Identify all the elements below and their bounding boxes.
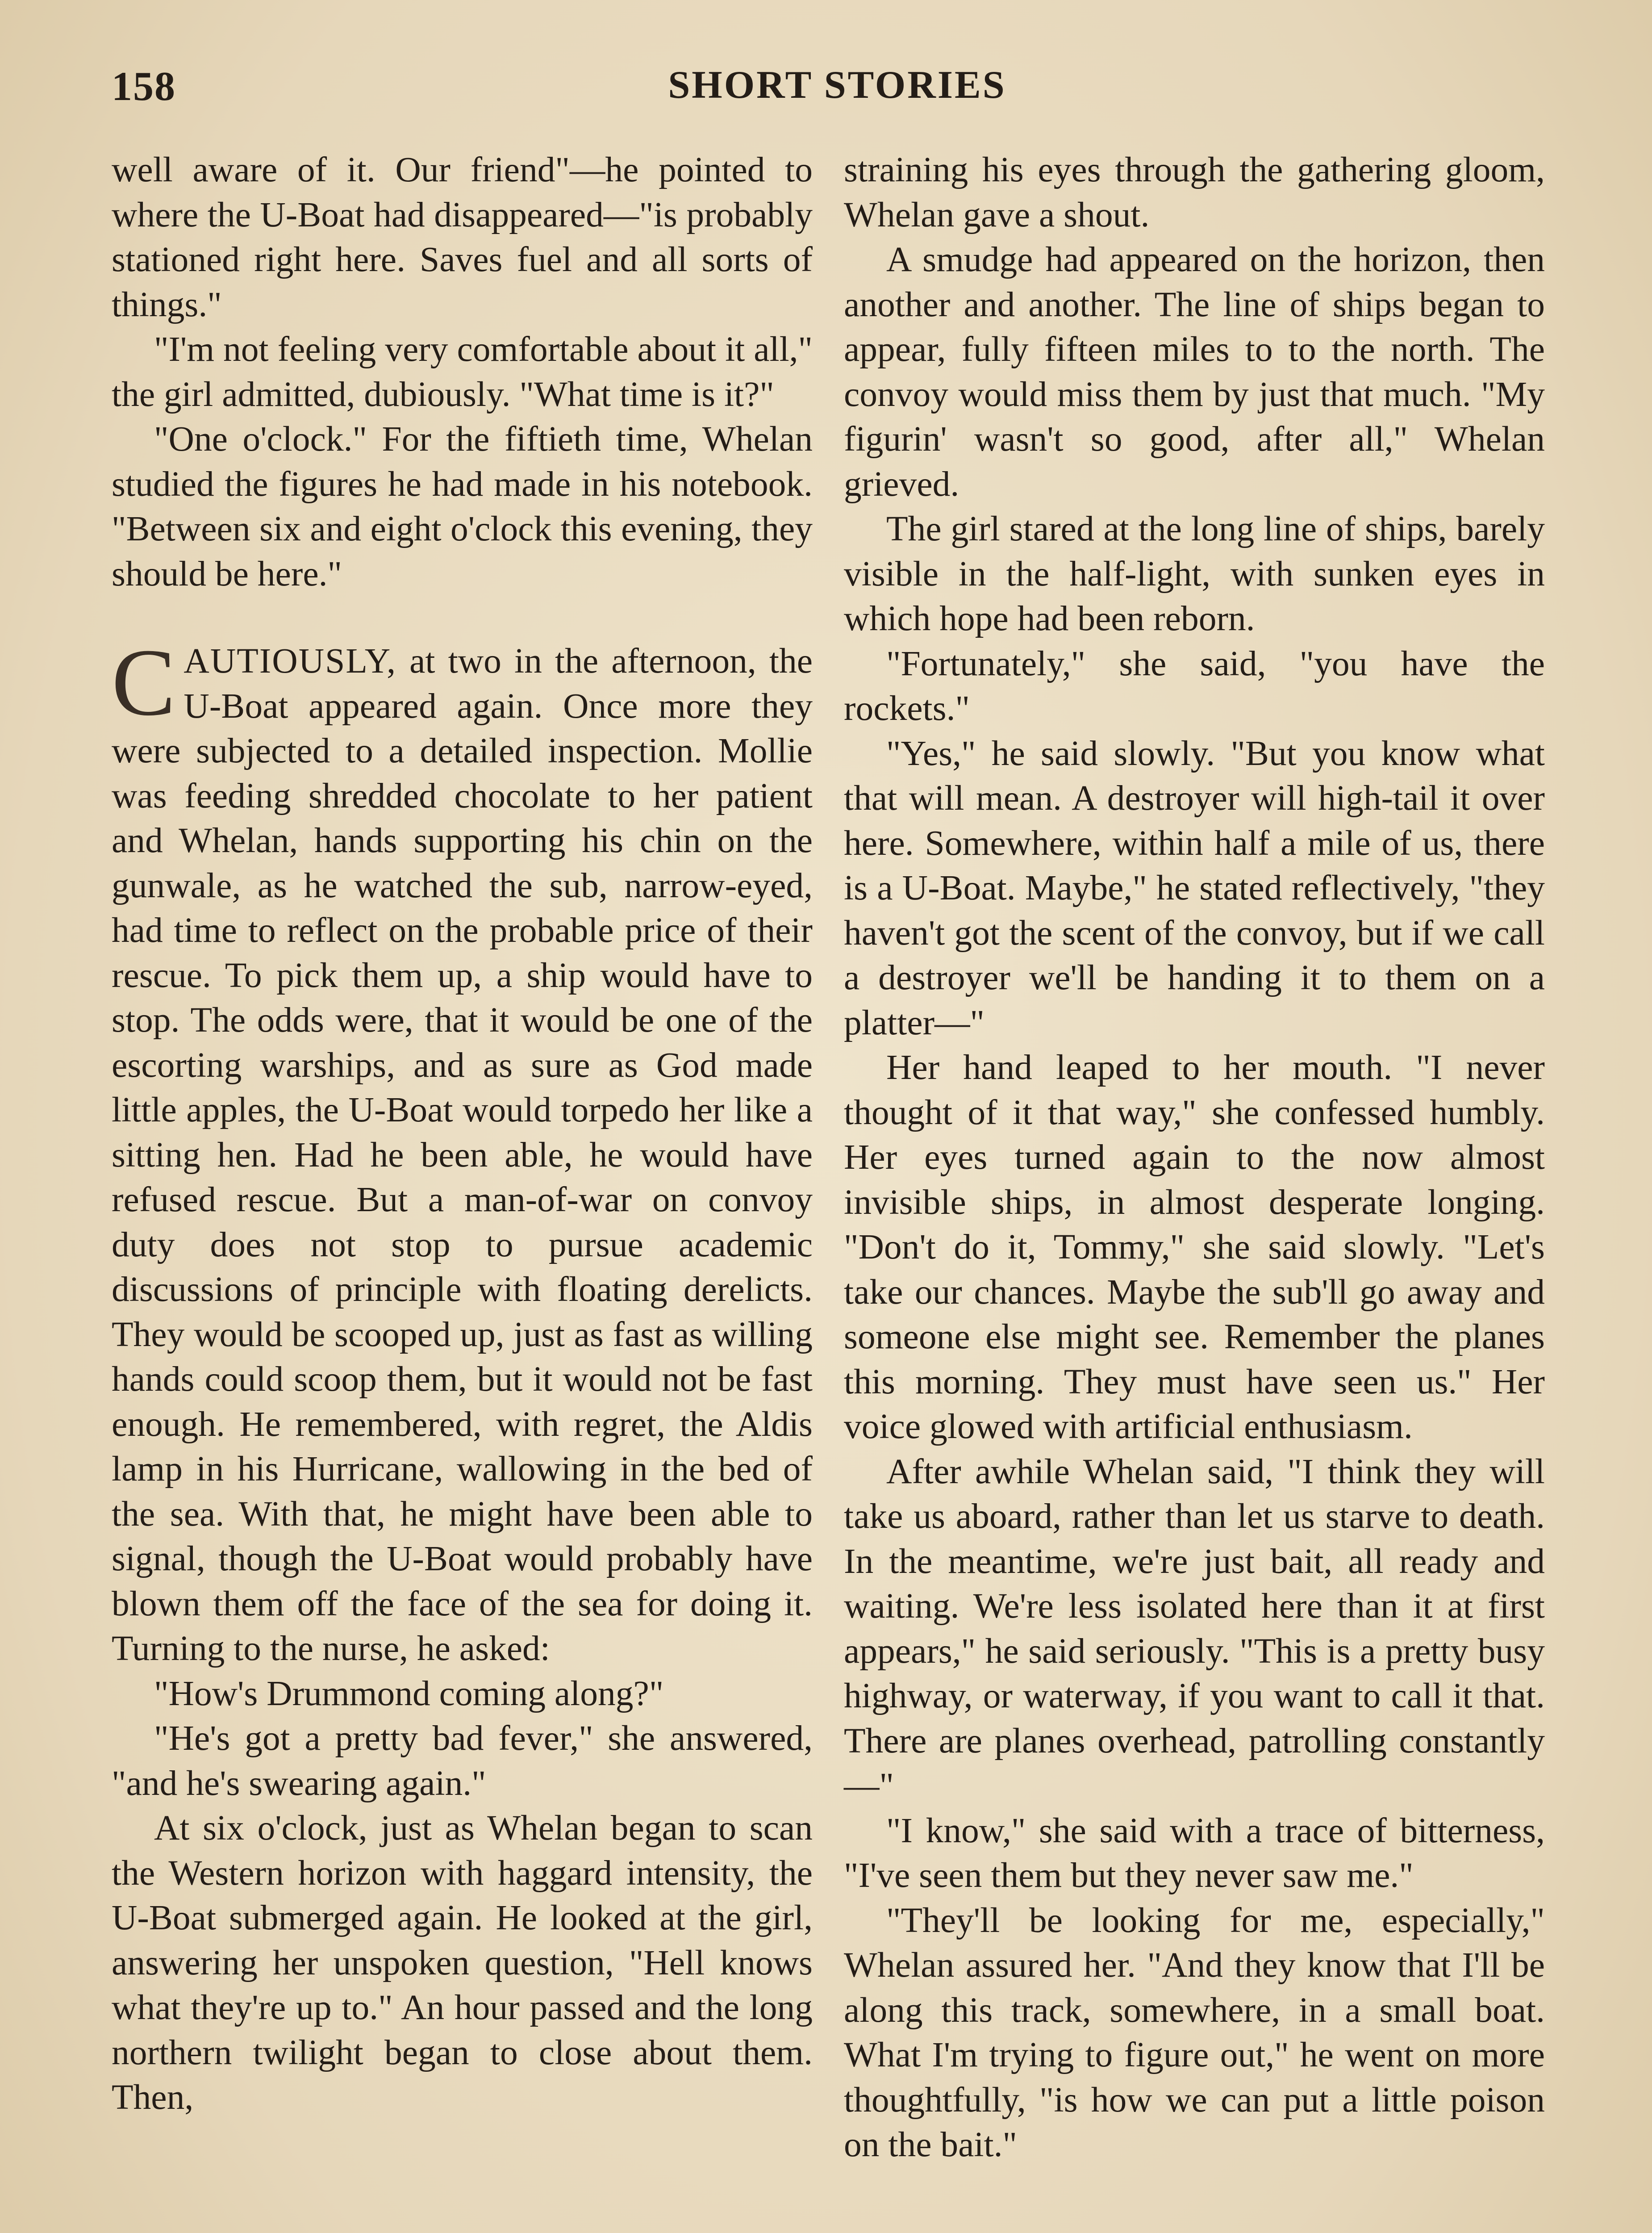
paragraph: A smudge had appeared on the horizon, then another and another. The line of ships began to appear, fully fifteen miles to to the north. The convoy would miss them by just that much. "My figurin' wasn't so good, after all," Whelan grieved. bbox=[844, 240, 1545, 504]
paragraph: well aware of it. Our friend"—he pointed to where the U-Boat had disappeared—"is probably stationed right here. Saves fuel and all sorts of things." bbox=[112, 150, 813, 324]
paragraph: "How's Drummond coming along?" bbox=[154, 1673, 664, 1713]
paragraph-text: at two in the afternoon, the U-Boat appeared again. Once more they were subjected to a detailed inspection. Mollie was feeding shredded chocolate to her patient and Whelan, hands supporting his chin on the gunwale, as he watched the sub, narrow-eyed, had time to reflect on the probable price of their rescue. To pick them up, a ship would have to stop. The odds were, that it would be one of the escorting warships, and as sure as God made little apples, the U-Boat would torpedo her like a sitting hen. Had he been able, he would have refused rescue. But a man-of-war on convoy duty does not stop to pursue academic discussions of principle with floating derelicts. They would be scooped up, just as fast as willing hands could scoop them, but it would not be fast enough. He remembered, with regret, the Aldis lamp in his Hurricane, wallowing in the bed of the sea. With that, he might have been able to signal, though the U-Boat would probably have blown them off the face of the sea for doing it. Turning to the nurse, he asked: bbox=[112, 641, 813, 1668]
running-title: SHORT STORIES bbox=[668, 63, 1006, 107]
paragraph: The girl stared at the long line of ships, barely visible in the half-light, with sunken eyes in which hope had been reborn. bbox=[844, 509, 1545, 638]
paragraph: straining his eyes through the gathering gloom, Whelan gave a shout. bbox=[844, 150, 1545, 234]
paragraph: "I'm not feeling very comfortable about it all," the girl admitted, dubiously. "What time is it?" bbox=[112, 330, 813, 414]
page-header bbox=[112, 63, 1563, 121]
paragraph: "One o'clock." For the fiftieth time, Whelan studied the figures he had made in his notebook. "Between six and eight o'clock this evening, they should be here." bbox=[112, 419, 813, 594]
left-column bbox=[112, 147, 813, 2233]
paragraph: At six o'clock, just as Whelan began to scan the Western horizon with haggard intensity, the U-Boat submerged again. He looked at the girl, answering her unspoken question, "Hell knows what they're up to." An hour passed and the long northern twilight began to close about them. Then, bbox=[112, 1808, 813, 2117]
paragraph: After awhile Whelan said, "I think they will take us aboard, rather than let us starve to death. In the meantime, we're just bait, all ready and waiting. We're less isolated here than it at first appears," he said seriously. "This is a pretty busy highway, or waterway, if you want to call it that. There are planes overhead, patrolling constantly—" bbox=[844, 1451, 1545, 1805]
page-number: 158 bbox=[112, 63, 176, 109]
right-column bbox=[844, 147, 1545, 2233]
section-opening-paragraph bbox=[112, 629, 813, 1671]
paragraph: "He's got a pretty bad fever," she answered, "and he's swearing again." bbox=[112, 1719, 813, 1803]
paragraph: "Yes," he said slowly. "But you know what that will mean. A destroyer will high-tail it over here. Somewhere, within half a mile of us, there is a U-Boat. Maybe," he stated reflectively, "they haven't got the scent of the convoy, but if we call a destroyer we'll be handing it to them on a platter—" bbox=[844, 733, 1545, 1042]
section-lead-word: AUTIOUSLY, bbox=[184, 641, 396, 681]
paragraph: "Fortunately," she said, "you have the rockets." bbox=[844, 644, 1545, 728]
drop-cap: C bbox=[112, 629, 176, 736]
paragraph: Her hand leaped to her mouth. "I never thought of it that way," she confessed humbly. Her eyes turned again to the now almost invisible ships, in almost desperate longing. "Don't do it, Tommy," she said slowly. "Let's take our chances. Maybe the sub'll go away and someone else might see. Remember the planes this morning. They must have seen us." Her voice glowed with artificial enthusiasm. bbox=[844, 1048, 1545, 1446]
paragraph: "I know," she said with a trace of bitterness, "I've seen them but they never saw me." bbox=[844, 1811, 1545, 1895]
paragraph: "They'll be looking for me, especially," Whelan assured her. "And they know that I'll be along this track, somewhere, in a small boat. What I'm trying to figure out," he went on more thoughtfully, "is how we can put a little poison on the bait." bbox=[844, 1900, 1545, 2164]
